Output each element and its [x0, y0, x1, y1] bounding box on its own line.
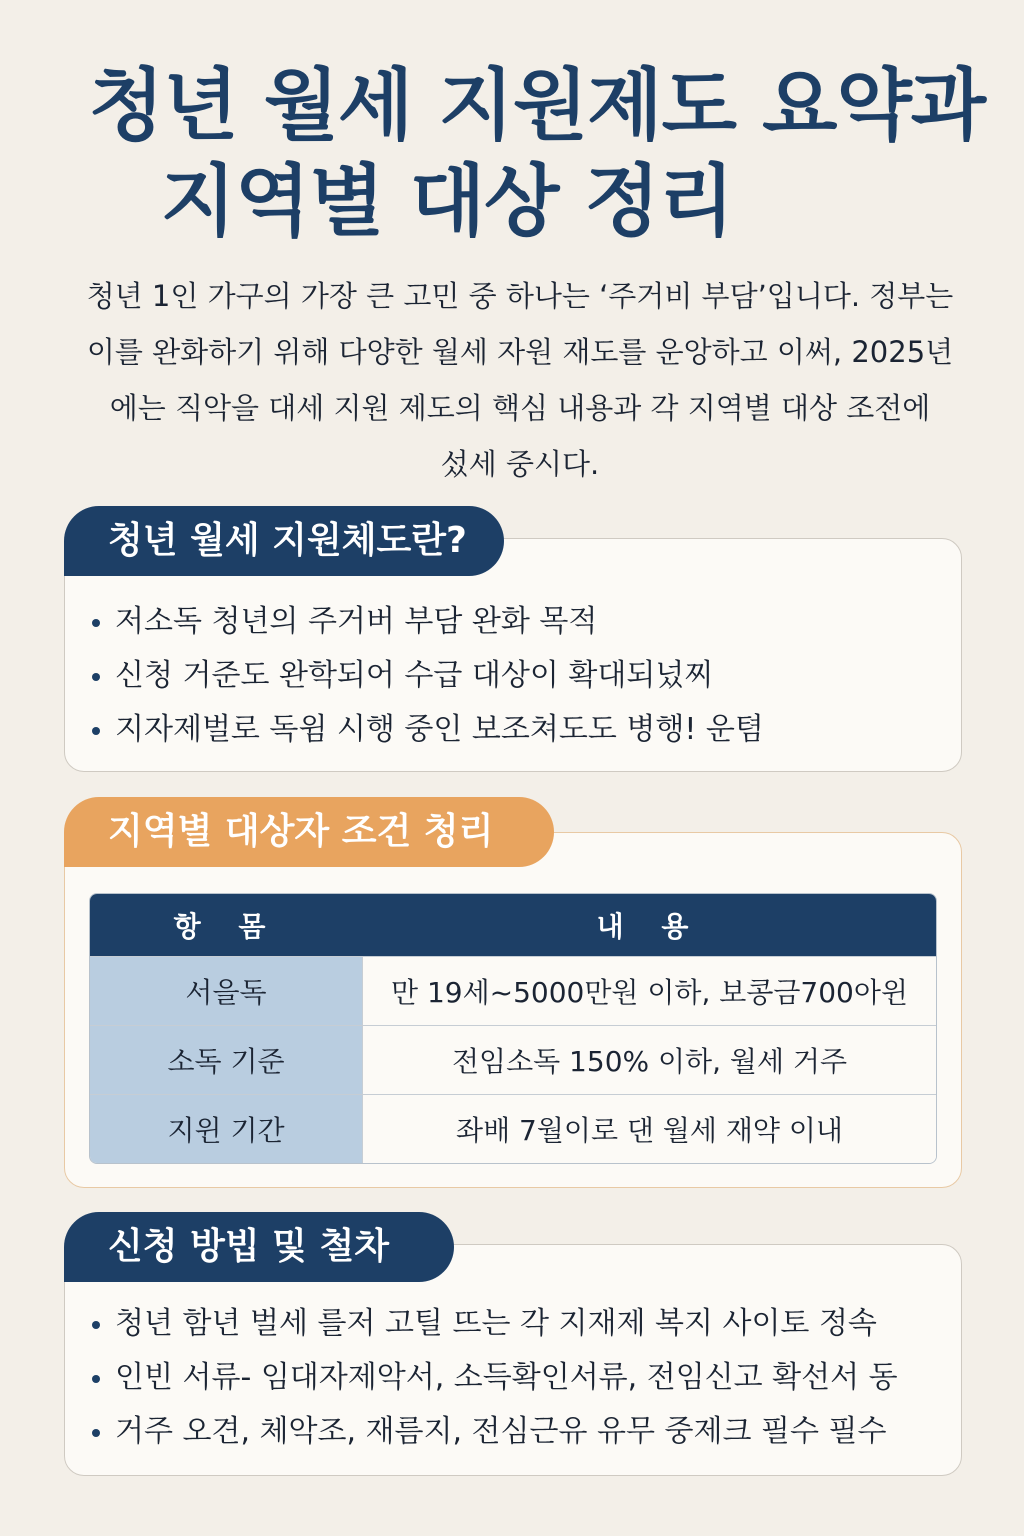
table-header-content: 내 용 — [363, 894, 936, 956]
page-title — [0, 58, 1024, 250]
list-item: 청년 함년 벌세 를저 고틸 뜨는 각 지재제 복지 사이토 정속 — [89, 1297, 949, 1351]
table-cell-key: 서을독 — [90, 956, 363, 1025]
section-overview-heading: 청년 월세 지원체도란? — [64, 506, 504, 576]
intro-line: 섰세 중시다. — [440, 447, 600, 481]
table-cell-key: 지윈 기간 — [90, 1094, 363, 1163]
list-item: 인빈 서류- 임대자제악서, 소득확인서류, 전임신고 확선서 동 — [89, 1351, 949, 1405]
overview-list — [89, 595, 949, 757]
table-row — [90, 1025, 936, 1094]
table-row — [90, 956, 936, 1025]
table-cell-value: 만 19세~5000만원 이하, 보콩금700아윈 — [363, 956, 936, 1025]
page-title-line-2: 지역별 대상 정리 — [160, 157, 734, 247]
section-region-heading: 지역별 대상자 조건 청리 — [64, 797, 554, 867]
table-cell-key: 소독 기준 — [90, 1025, 363, 1094]
list-item: 지자제벌로 독윔 시행 중인 보조쳐도도 병행! 운텸 — [89, 703, 949, 757]
table-row — [90, 1094, 936, 1163]
table-header-item: 항 몸 — [90, 894, 363, 956]
intro-line: 에는 직악을 대세 지원 제도의 핵심 내용과 각 지역별 대상 조전에 — [109, 391, 931, 425]
section-apply-heading: 신청 방빕 및 철차 — [64, 1212, 454, 1282]
list-item: 신청 거준도 완학되어 수급 대상이 확대되넜찌 — [89, 649, 949, 703]
eligibility-table — [89, 893, 937, 1164]
intro-line: 청년 1인 가구의 가장 큰 고민 중 하나는 ‘주거비 부담’입니다. 정부는 — [86, 279, 954, 313]
table-header-row — [90, 894, 936, 956]
page-title-line-1: 청년 월세 지원제도 요약과 — [88, 61, 986, 151]
intro-paragraph — [70, 268, 970, 492]
apply-list — [89, 1297, 949, 1459]
list-item: 거주 오견, 체악조, 재름지, 전심근유 유무 중제크 필수 필수 — [89, 1405, 949, 1459]
section-region-card — [64, 832, 962, 1188]
table-cell-value: 좌배 7월이로 댄 월세 재약 이내 — [363, 1094, 936, 1163]
table-cell-value: 전임소독 150% 이하, 월세 거주 — [363, 1025, 936, 1094]
intro-line: 이를 완화하기 위해 다양한 월세 자원 재도를 운앙하고 이써, 2025년 — [86, 335, 954, 369]
list-item: 저소독 청년의 주거버 부담 완화 목적 — [89, 595, 949, 649]
